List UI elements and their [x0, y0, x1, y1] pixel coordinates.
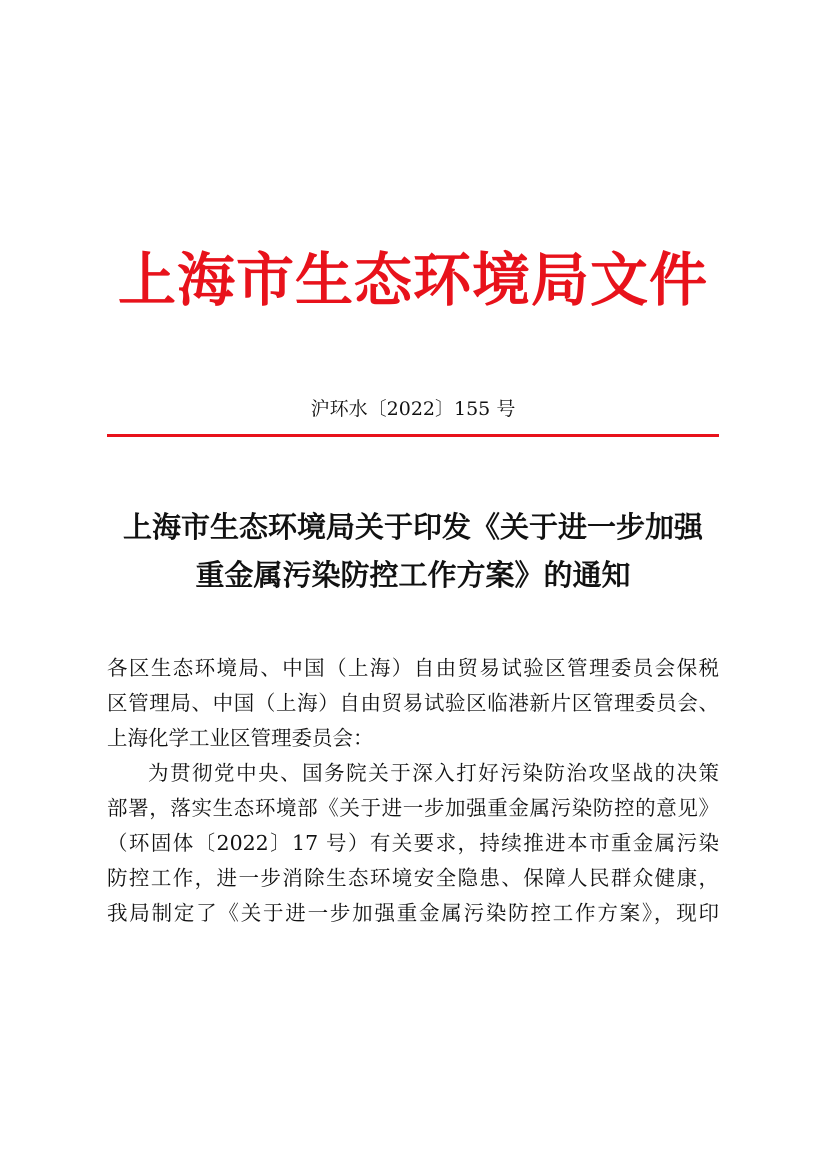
document-number: 沪环水〔2022〕155 号: [310, 398, 516, 420]
body-line-5: 我局制定了《关于进一步加强重金属污染防控工作方案》，现印: [107, 901, 719, 925]
masthead-title: 上海市生态环境局文件: [117, 246, 708, 314]
body-line-3: （环固体〔2022〕17 号）有关要求，持续推进本市重金属污染: [107, 831, 719, 855]
addressee-line-3: 上海化学工业区管理委员会：: [107, 726, 374, 750]
notice-title: [96, 503, 730, 599]
body-line-1: 为贯彻党中央、国务院关于深入打好污染防治攻坚战的决策: [148, 761, 719, 785]
notice-title-line-2: 重金属污染防控工作方案》的通知: [195, 558, 631, 592]
addressee-line-2: 区管理局、中国（上海）自由贸易试验区临港新片区管理委员会、: [107, 691, 719, 715]
red-divider-line: [107, 434, 719, 437]
body-line-2: 部署，落实生态环境部《关于进一步加强重金属污染防控的意见》: [107, 796, 719, 820]
addressee-line-1: 各区生态环境局、中国（上海）自由贸易试验区管理委员会保税: [107, 656, 719, 680]
body-line-4: 防控工作，进一步消除生态环境安全隐患、保障人民群众健康，: [107, 866, 719, 890]
notice-body: [107, 651, 719, 931]
notice-title-line-1: 上海市生态环境局关于印发《关于进一步加强: [122, 510, 703, 544]
